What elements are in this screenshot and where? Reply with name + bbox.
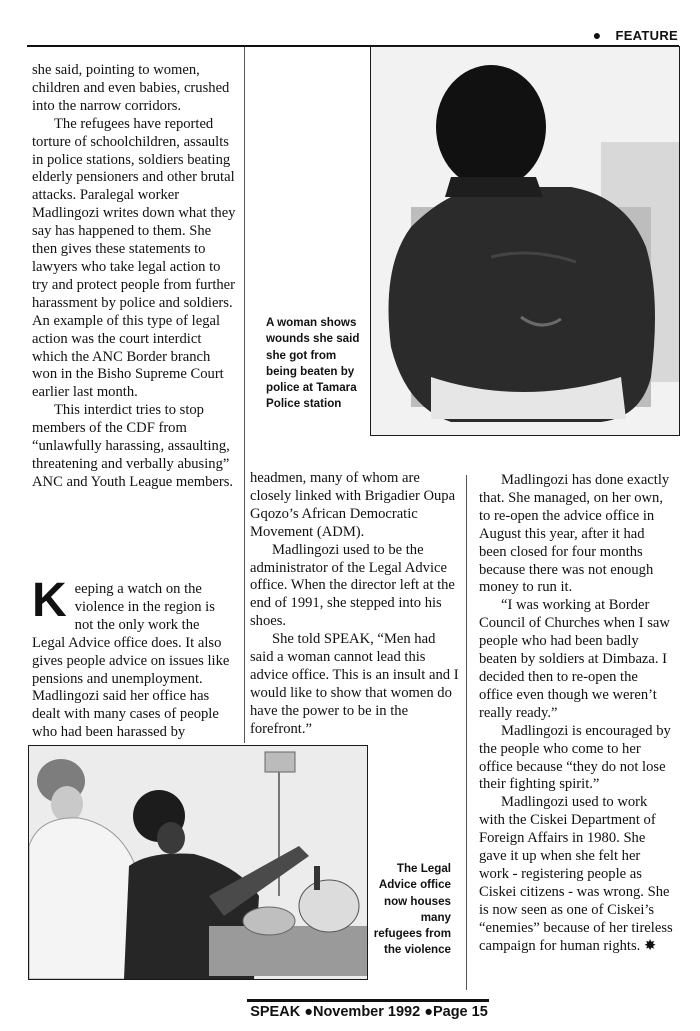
paragraph: The refugees have reported torture of schoolchildren, assaults in police stations, soldiers beating elderly pensioners and other brutal attacks. Paralegal worker Madlingozi writes down what they say has happened to them. She then gives these statements to lawyers who take legal action to try and protect people from further harassment by police and soldiers. An example of this type of legal action was the court interdict which the ANC Border branch won in the Bisho Supreme Court earlier last month. — [32, 115, 236, 401]
column-1-bottom — [32, 574, 236, 742]
bottom-photo-caption: The Legal Advice office now houses many refugees from the violence — [373, 862, 451, 957]
end-mark-icon: ✸ — [643, 937, 657, 954]
advice-office-illustration — [29, 746, 367, 979]
bullet-icon: ● — [304, 1004, 313, 1020]
drop-cap: K — [32, 574, 67, 627]
footer-rule — [247, 999, 489, 1002]
injured-back-illustration — [371, 47, 679, 435]
paragraph: Madlingozi is encouraged by the people who come to her office because “they do not lose their fighting spirit.” — [479, 722, 671, 793]
bottom-photo — [28, 745, 368, 980]
column-rule-2 — [466, 475, 467, 990]
top-photo-caption: A woman shows wounds she said she got from being beaten by police at Tamara Police station — [266, 316, 360, 411]
paragraph: “I was working at Border Council of Churches when I saw people who had been badly beaten by soldiers at Dimbaza. I decided then to re-open the office even though we weren’t really ready.” — [479, 597, 670, 721]
paragraph: headmen, many of whom are closely linked with Brigadier Oupa Gqozo’s African Democratic Movement (ADM). — [250, 470, 456, 540]
paragraph: Madlingozi has done exactly that. She managed, on her own, to re-open the advice office in August this year, after it had been closed for four months because there was not enough money to run it. — [479, 472, 670, 596]
paragraph: eeping a watch on the violence in the region is not the only work the Legal Advice office does. It also gives people advice on issues like pensions and unemployment. Madlingozi said her office has dealt with many cases of people who had been harassed by — [32, 581, 230, 741]
publication-name: SPEAK — [250, 1004, 301, 1020]
issue-date: November 1992 — [312, 1004, 421, 1020]
paragraph: She told SPEAK, “Men had said a woman cannot lead this advice office. This is an insult and I would like to show that women do have the power to be in the forefront.” — [250, 631, 459, 737]
paragraph: she said, pointing to women, children and even babies, crushed into the narrow corridors. — [32, 62, 230, 114]
paragraph: Madlingozi used to be the administrator of the Legal Advice office. When the director left at the end of 1991, she stepped into his shoes. — [250, 541, 455, 630]
column-2 — [250, 470, 460, 739]
bullet-icon: ● — [592, 27, 602, 43]
column-3 — [479, 472, 673, 955]
column-rule-1 — [244, 47, 245, 743]
paragraph-text: Madlingozi used to work with the Ciskei Department of Foreign Affairs in 1980. She gave it up when she felt her work - registering people as Ciskei citizens - was wrong. She is now seen as one of Ciskei’s “enemies” because of her tireless campaign for human rights. — [479, 794, 673, 954]
section-header — [593, 27, 678, 43]
page-number: Page 15 — [432, 1004, 488, 1020]
paragraph — [479, 794, 673, 955]
column-1-top — [32, 62, 236, 492]
bullet-icon: ● — [424, 1004, 433, 1020]
paragraph: This interdict tries to stop members of the CDF from “unlawfully harassing, assaulting, threatening and verbally abusing” ANC and Youth League members. — [32, 402, 234, 490]
page-footer — [244, 1004, 494, 1020]
section-label: FEATURE — [615, 28, 678, 43]
top-photo — [370, 46, 680, 436]
